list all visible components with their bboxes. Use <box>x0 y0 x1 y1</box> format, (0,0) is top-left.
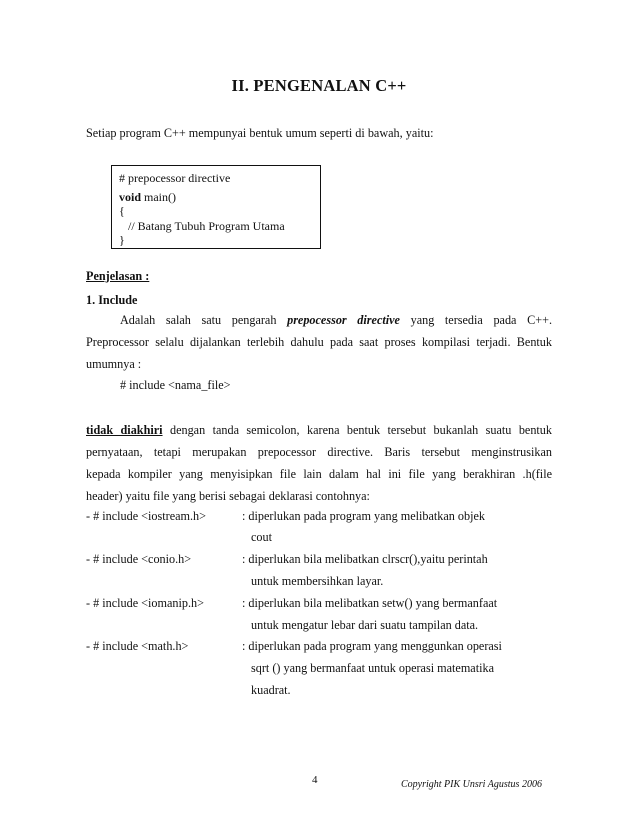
code-line-3: { <box>119 204 125 218</box>
include-name: - # include <iostream.h> <box>86 509 207 523</box>
include-desc-3: kuadrat. <box>251 683 291 697</box>
include-desc-1: : diperlukan pada program yang melibatkan objek <box>242 509 485 523</box>
code-line-4: // Batang Tubuh Program Utama <box>119 219 285 233</box>
para1-l1a: Adalah salah satu pengarah <box>120 313 277 327</box>
para1-l1c: yang tersedia pada C++. <box>410 313 553 327</box>
chapter-number: II <box>231 76 245 95</box>
para2-l1a: tidak diakhiri <box>86 423 163 437</box>
penjelasan-heading: Penjelasan : <box>86 269 150 283</box>
code-keyword: void <box>119 190 142 204</box>
para2-line1 <box>86 422 552 438</box>
para1-line3: umumnya : <box>86 357 142 371</box>
chapter-separator: . <box>244 76 254 95</box>
page-title <box>0 76 638 96</box>
para1-l1b: prepocessor directive <box>287 313 400 327</box>
include-desc-2: untuk mengatur lebar dari suatu tampilan data. <box>251 618 479 632</box>
include-desc-1: : diperlukan pada program yang menggunkan operasi <box>242 639 502 653</box>
page-number: 4 <box>312 774 318 786</box>
include-desc-1: : diperlukan bila melibatkan clrscr(),yaitu perintah <box>242 552 488 566</box>
include-name: - # include <iomanip.h> <box>86 596 204 610</box>
para2-line4: header) yaitu file yang berisi sebagai deklarasi contohnya: <box>86 489 370 503</box>
copyright-footer: Copyright PIK Unsri Agustus 2006 <box>401 779 542 790</box>
code-line-1: # prepocessor directive <box>119 171 231 185</box>
intro-text: Setiap program C++ mempunyai bentuk umum seperti di bawah, yaitu: <box>86 126 434 140</box>
para2-line3: kepada kompiler yang menyisipkan file lain dalam hal ini file yang berakhiran .h(file <box>86 467 552 481</box>
include-desc-1: : diperlukan bila melibatkan setw() yang bermanfaat <box>242 596 498 610</box>
code-line-2 <box>119 190 176 205</box>
code-box <box>111 165 321 249</box>
include-desc-2: untuk membersihkan layar. <box>251 574 384 588</box>
chapter-title: PENGENALAN C++ <box>253 76 407 95</box>
para2-l1b: dengan tanda semicolon, karena bentuk tersebut bukanlah suatu bentuk <box>169 423 552 437</box>
para1-line2: Preprocessor selalu dijalankan terlebih dahulu pada saat proses kompilasi terjadi. Bentuk <box>86 335 552 349</box>
section-heading-include: 1. Include <box>86 293 138 307</box>
include-desc-2: sqrt () yang bermanfaat untuk operasi matematika <box>251 661 494 675</box>
code-line-5: } <box>119 233 125 247</box>
include-name: - # include <conio.h> <box>86 552 192 566</box>
para1-line1 <box>120 312 552 328</box>
include-name: - # include <math.h> <box>86 639 189 653</box>
include-desc-2: cout <box>251 530 272 544</box>
para1-line4: # include <nama_file> <box>120 378 231 392</box>
code-line-2-rest: main() <box>141 190 177 204</box>
para2-line2: pernyataan, tetapi merupakan prepocessor directive. Baris tersebut menginstrusikan <box>86 445 552 459</box>
